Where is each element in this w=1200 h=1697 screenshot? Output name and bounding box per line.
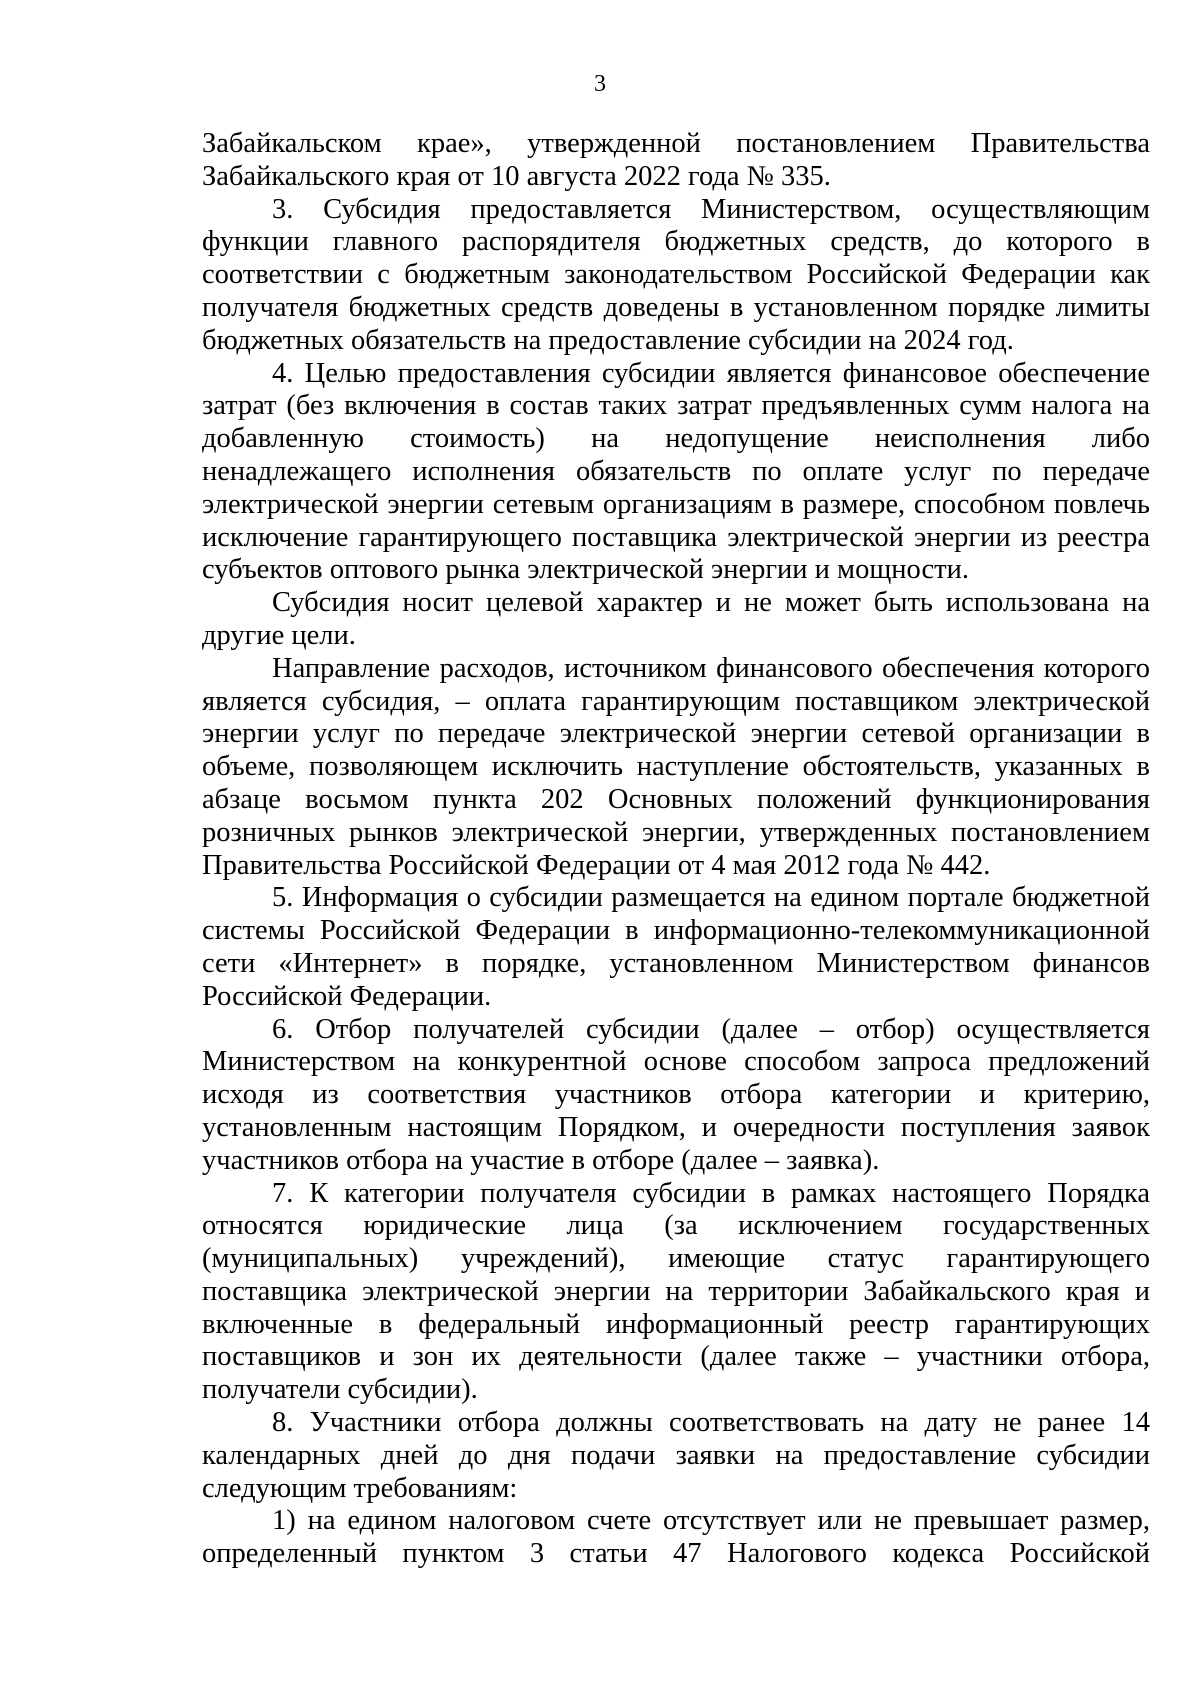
paragraph-item-3: 3. Субсидия предоставляется Министерством, осуществляющим функции главного распорядителя бюджетных средств, до которого в соответствии с бюджетным законодательством Российской Федерации как получателя бюджетных средств доведены в установленном порядке лимиты бюджетных обязательств на предоставление субсидии на 2024 год.	[202, 193, 1150, 356]
paragraph-item-7: 7. К категории получателя субсидии в рамках настоящего Порядка относятся юридические лица (за исключением государственных (муниципальных) учреждений), имеющие статус гарантирующего поставщика электрической энергии на территории Забайкальского края и включенные в федеральный информационный реестр гарантирующих поставщиков и зон их деятельности (далее также – участники отбора, получатели субсидии).	[202, 1177, 1150, 1406]
page-number: 3	[594, 71, 606, 97]
paragraph-continuation: Забайкальском крае», утвержденной постановлением Правительства Забайкальского края от 10 августа 2022 года № 335.	[202, 128, 1150, 192]
paragraph-subsidy-purpose: Субсидия носит целевой характер и не может быть использована на другие цели.	[202, 587, 1150, 651]
paragraph-item-6: 6. Отбор получателей субсидии (далее – отбор) осуществляется Министерством на конкурентной основе способом запроса предложений исходя из соответствия участников отбора категории и критерию, установленным настоящим Порядком, и очередности поступления заявок участников отбора на участие в отборе (далее – заявка).	[202, 1013, 1150, 1176]
paragraph-subitem-1: 1) на едином налоговом счете отсутствует или не превышает размер, определенный пунктом 3 статьи 47 Налогового кодекса Российской	[202, 1505, 1150, 1570]
paragraph-expense-direction: Направление расходов, источником финансового обеспечения которого является субсидия, – оплата гарантирующим поставщиком электрической энергии услуг по передаче электрической энергии сетевой организации в объеме, позволяющем исключить наступление обстоятельств, указанных в абзаце восьмом пункта 202 Основных положений функционирования розничных рынков электрической энергии, утвержденных постановлением Правительства Российской Федерации от 4 мая 2012 года № 442.	[202, 652, 1150, 881]
paragraph-item-8: 8. Участники отбора должны соответствовать на дату не ранее 14 календарных дней до дня подачи заявки на предоставление субсидии следующим требованиям:	[202, 1407, 1150, 1504]
paragraph-item-4: 4. Целью предоставления субсидии является финансовое обеспечение затрат (без включения в состав таких затрат предъявленных сумм налога на добавленную стоимость) на недопущение неисполнения либо ненадлежащего исполнения обязательств по оплате услуг по передаче электрической энергии сетевым организациям в размере, способном повлечь исключение гарантирующего поставщика электрической энергии из реестра субъектов оптового рынка электрической энергии и мощности.	[202, 357, 1150, 586]
document-body	[202, 128, 1150, 1571]
paragraph-item-5: 5. Информация о субсидии размещается на едином портале бюджетной системы Российской Федерации в информационно-телекоммуникационной сети «Интернет» в порядке, установленном Министерством финансов Российской Федерации.	[202, 882, 1150, 1012]
